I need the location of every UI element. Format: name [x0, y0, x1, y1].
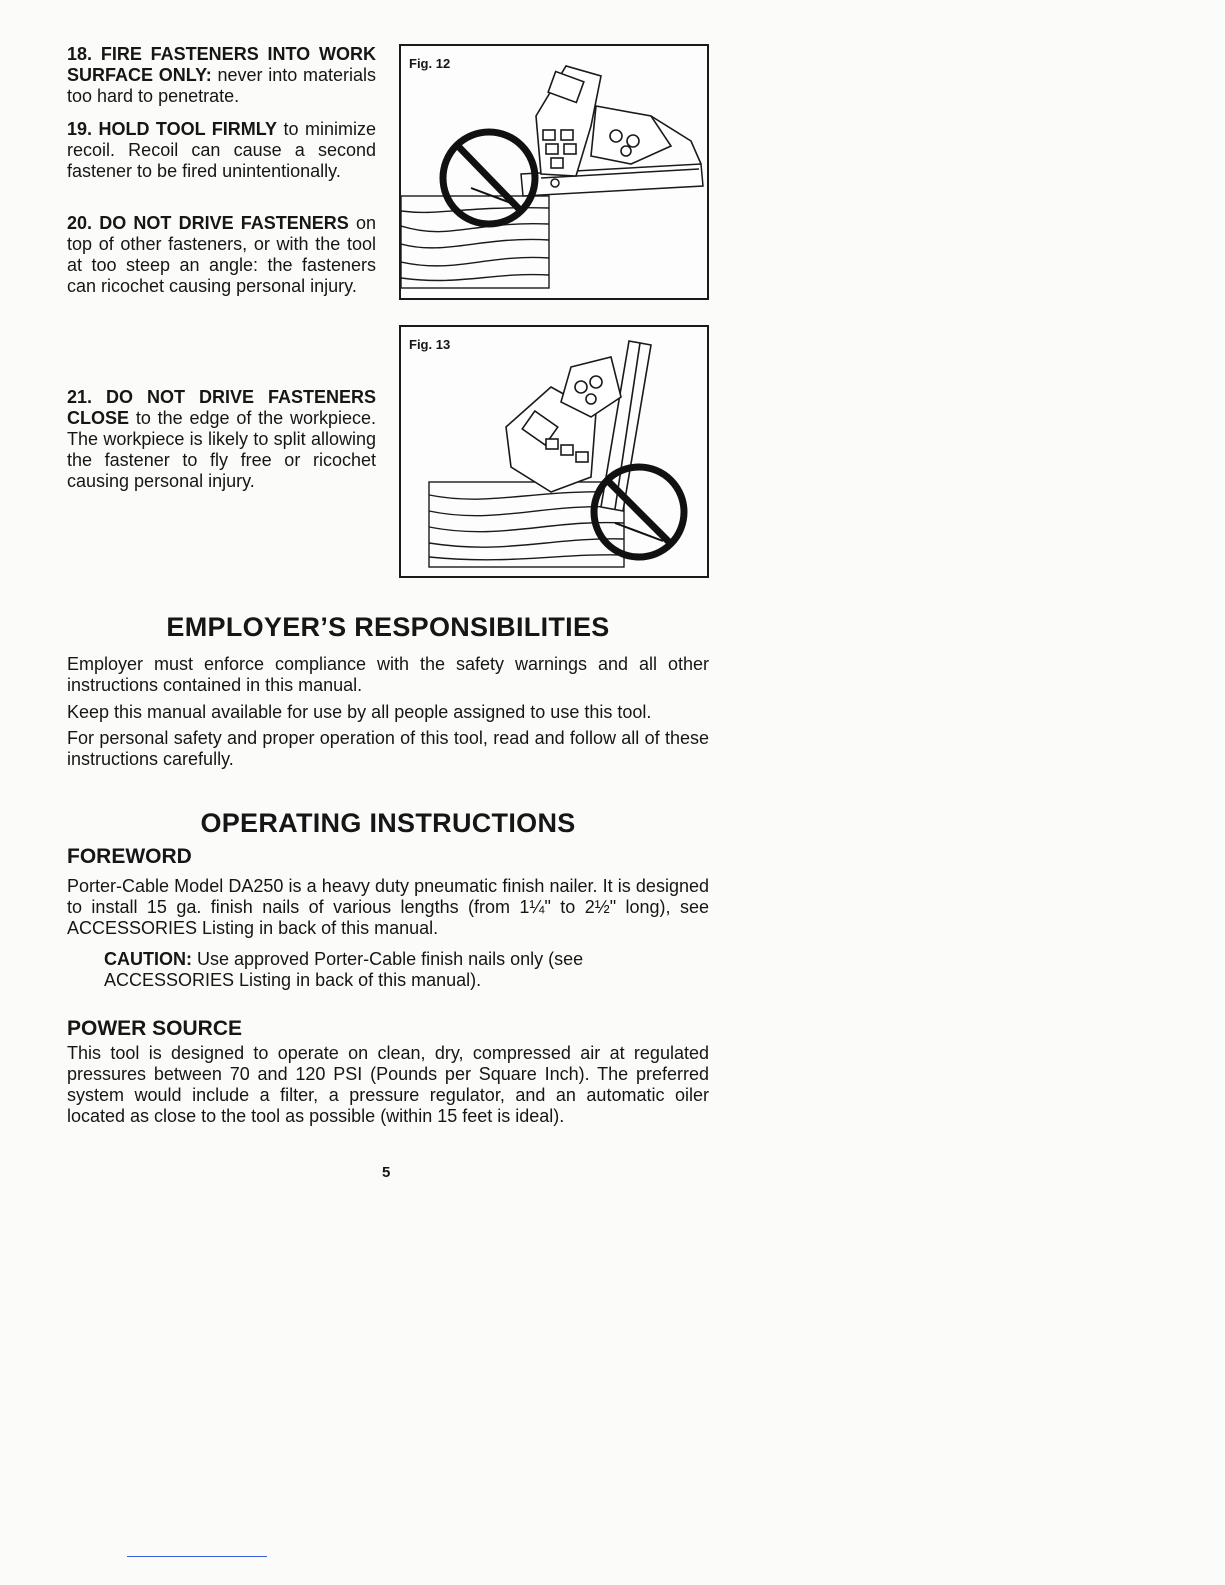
safety-item-20 — [67, 213, 376, 297]
safety-item-21 — [67, 387, 376, 492]
figure-label: Fig. 12 — [409, 56, 451, 71]
employer-paragraph: For personal safety and proper operation of this tool, read and follow all of these instructions carefully. — [67, 728, 709, 769]
page-number: 5 — [382, 1164, 391, 1181]
foreword-text: Porter-Cable Model DA250 is a heavy duty pneumatic finish nailer. It is designed to install 15 ga. finish nails of various lengths (from 1¼" to 2½" long), see ACCESSORIES Listing in back of this manual. — [67, 876, 709, 938]
safety-item-heading: HOLD TOOL FIRMLY — [98, 119, 278, 139]
caution-note — [104, 949, 684, 991]
employer-paragraph: Employer must enforce compliance with the safety warnings and all other instructions contained in this manual. — [67, 654, 709, 695]
safety-item-19 — [67, 119, 376, 182]
figure-label: Fig. 13 — [409, 337, 451, 352]
safety-item-number: 20. — [67, 213, 93, 233]
employer-title: EMPLOYER’S RESPONSIBILITIES — [166, 612, 610, 642]
operating-title: OPERATING INSTRUCTIONS — [200, 808, 576, 838]
safety-item-body: to the edge of the workpiece. The workpiece is likely to split allowing the fastener to fly free or ricochet causing personal injury. — [67, 408, 376, 491]
figure-12 — [399, 44, 709, 300]
safety-item-number: 21. — [67, 387, 93, 407]
footer-divider — [127, 1556, 267, 1557]
safety-item-body: to minimize recoil. Recoil can cause a second fastener to be fired unintentionally. — [67, 119, 376, 181]
safety-item-number: 19. — [67, 119, 93, 139]
caution-text: Use approved Porter-Cable finish nails only (see ACCESSORIES Listing in back of this manual). — [104, 949, 584, 990]
power-source-heading: POWER SOURCE — [67, 1017, 243, 1040]
safety-item-body: on top of other fasteners, or with the tool at too steep an angle: the fasteners can ricochet causing personal injury. — [67, 213, 376, 296]
safety-item-18 — [67, 44, 376, 107]
caution-label: CAUTION: — [104, 949, 192, 969]
figure-13 — [399, 325, 709, 578]
safety-item-heading: DO NOT DRIVE FASTENERS — [99, 213, 349, 233]
nailer-illustration-fig12 — [401, 46, 706, 297]
foreword-heading: FOREWORD — [67, 845, 192, 868]
nailer-illustration-fig13 — [401, 327, 706, 575]
safety-item-body: never into materials too hard to penetrate. — [67, 65, 376, 106]
safety-item-number: 18. — [67, 44, 93, 64]
safety-item-heading: FIRE FASTENERS INTO WORK SURFACE ONLY: — [67, 44, 376, 85]
employer-paragraph: Keep this manual available for use by all people assigned to use this tool. — [67, 702, 652, 722]
safety-item-heading: DO NOT DRIVE FASTENERS CLOSE — [67, 387, 376, 428]
power-source-text: This tool is designed to operate on clean, dry, compressed air at regulated pressures between 70 and 120 PSI (Pounds per Square Inch). The preferred system would include a filter, a pressure regulator, and an automatic oiler located as close to the tool as possible (within 15 feet is ideal). — [67, 1043, 709, 1126]
